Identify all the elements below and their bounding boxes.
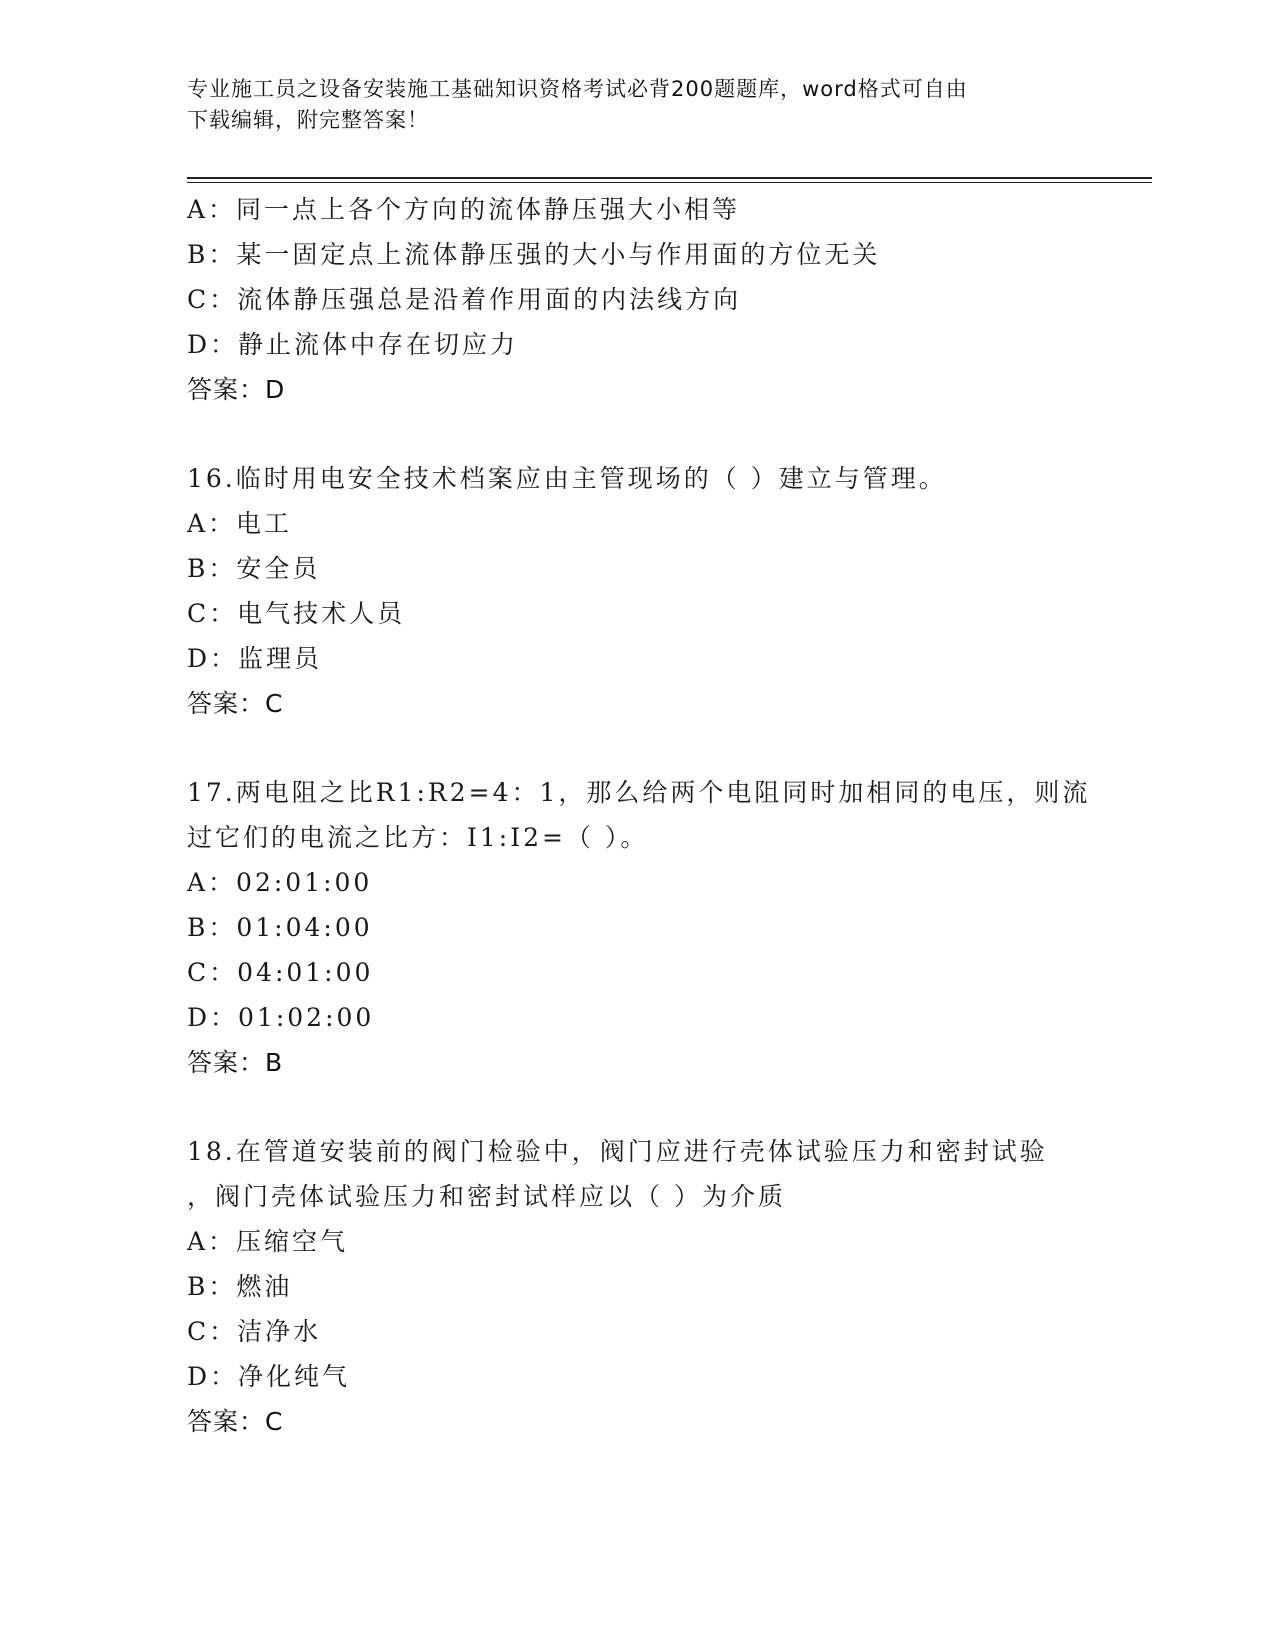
q17-answer: 答案：B xyxy=(187,1048,284,1077)
q18-option-b: B：燃油 xyxy=(187,1272,293,1301)
q15-option-d: D：静止流体中存在切应力 xyxy=(187,330,519,359)
q18-stem-line-2: ，阀门壳体试验压力和密封试样应以（ ）为介质 xyxy=(187,1182,786,1211)
q16-option-d: D：监理员 xyxy=(187,644,323,673)
header-line-1: 专业施工员之设备安装施工基础知识资格考试必背200题题库，word格式可自由 xyxy=(187,77,968,101)
q16-option-c: C：电气技术人员 xyxy=(187,599,406,628)
q17-option-c: C：04:01:00 xyxy=(187,958,374,987)
q16-answer: 答案：C xyxy=(187,689,284,718)
q17-option-d: D：01:02:00 xyxy=(187,1003,375,1032)
q17-stem-line-2: 过它们的电流之比方：I1:I2=（ ）。 xyxy=(187,823,649,852)
header-rule-thin xyxy=(187,182,1152,183)
q15-option-c: C：流体静压强总是沿着作用面的内法线方向 xyxy=(187,285,742,314)
q16-option-a: A：电工 xyxy=(187,509,293,538)
header-line-2: 下载编辑，附完整答案！ xyxy=(187,108,429,132)
q18-stem-line-1: 18.在管道安装前的阀门检验中，阀门应进行壳体试验压力和密封试验 xyxy=(187,1137,1048,1166)
q18-answer: 答案：C xyxy=(187,1407,284,1436)
q17-option-a: A：02:01:00 xyxy=(187,868,373,897)
q15-option-a: A：同一点上各个方向的流体静压强大小相等 xyxy=(187,195,741,224)
q18-option-d: D：净化纯气 xyxy=(187,1362,351,1391)
q18-option-a: A：压缩空气 xyxy=(187,1227,349,1256)
q15-answer: 答案：D xyxy=(187,375,286,404)
q18-option-c: C：洁净水 xyxy=(187,1317,322,1346)
header-rule-thick xyxy=(187,177,1152,179)
q16-option-b: B：安全员 xyxy=(187,554,321,583)
q15-option-b: B：某一固定点上流体静压强的大小与作用面的方位无关 xyxy=(187,240,881,269)
q17-stem-line-1: 17.两电阻之比R1:R2=4：1，那么给两个电阻同时加相同的电压，则流 xyxy=(187,778,1091,807)
q16-stem: 16.临时用电安全技术档案应由主管现场的（ ）建立与管理。 xyxy=(187,464,947,493)
document-header xyxy=(187,74,1087,136)
q17-option-b: B：01:04:00 xyxy=(187,913,373,942)
